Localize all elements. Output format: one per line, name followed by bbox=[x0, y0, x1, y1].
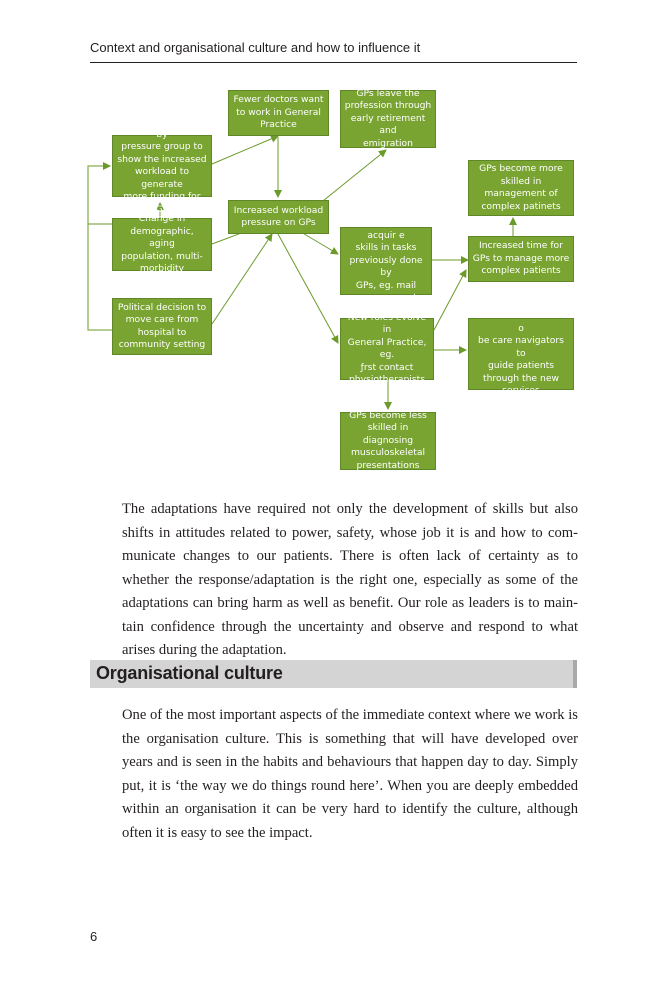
new-roles-to-increased-time-arrow bbox=[434, 270, 466, 330]
running-head: Context and organisational culture and how to influence it bbox=[90, 40, 421, 55]
bracket-to-campaign-arrow bbox=[88, 166, 110, 224]
political-to-workload-arrow bbox=[212, 234, 272, 324]
workload-to-new-roles-arrow bbox=[278, 234, 338, 343]
section-heading-bar bbox=[90, 660, 577, 688]
section-heading: Organisational culture bbox=[96, 663, 283, 683]
box-practice-staff-acquire: Practice staˆ acquir e skills in tasks previously done by GPs, eg. mail management bbox=[340, 227, 432, 295]
campaign-to-fewer-doctors-arrow bbox=[212, 136, 278, 164]
bracket-connector bbox=[88, 224, 112, 330]
page-number: 6 bbox=[90, 929, 98, 944]
workload-to-gps-leave-arrow bbox=[318, 150, 386, 205]
box-increased-time: Increased time for GPs to manage more complex patients bbox=[468, 236, 574, 282]
box-gps-leave: GPs leave the profession through early retirement and emigration bbox=[340, 90, 436, 148]
box-national-campaign: National campaign by pressure group to show the increased workload to generate more funding for GP bbox=[112, 135, 212, 197]
box-fewer-doctors: Fewer doctors want to work in General Practice bbox=[228, 90, 329, 136]
box-care-navigators: Practice staˆ learn t o be care navigators to guide patients through the new services bbox=[468, 318, 574, 390]
flow-diagram bbox=[0, 0, 666, 480]
box-political-decision: Political decision to move care from hospital to community setting bbox=[112, 298, 212, 355]
box-gps-more-skilled: GPs become more skilled in management of complex patinets bbox=[468, 160, 574, 216]
box-gps-less-skilled: GPs become less skilled in diagnosing musculoskeletal presentations bbox=[340, 412, 436, 470]
box-increased-workload: Increased workload pressure on GPs bbox=[228, 200, 329, 234]
body-paragraph-1: The adaptations have required not only the development of skills but also shifts in attitudes related to power, safety, whose job it is and how to communicate changes to our patients. There is often lack of certainty as to whether the response/adaptation is the right one, especially as some of the adaptations can bring harm as well as benefit. Our role as leaders is to maintain confidence through the uncertainty and observe and respond to what arises during the adaptation. bbox=[122, 501, 578, 658]
box-new-roles: New roles evolve in General Practice, eg. ƒrst contact physiotherapists bbox=[340, 318, 434, 380]
body-paragraph-2: One of the most important aspects of the immediate context where we work is the organisation culture. This is something that will have developed over years and is seen in the habits and behaviours that happen day to day. Simply put, it is ‘the way we do things round here’. When you are deeply embedded within an organisation it can be very hard to identify the culture, although often it is easy to see the impact. bbox=[122, 707, 578, 841]
box-change-demographic: Change in demographic, aging population, multi- morbidity bbox=[112, 218, 212, 271]
